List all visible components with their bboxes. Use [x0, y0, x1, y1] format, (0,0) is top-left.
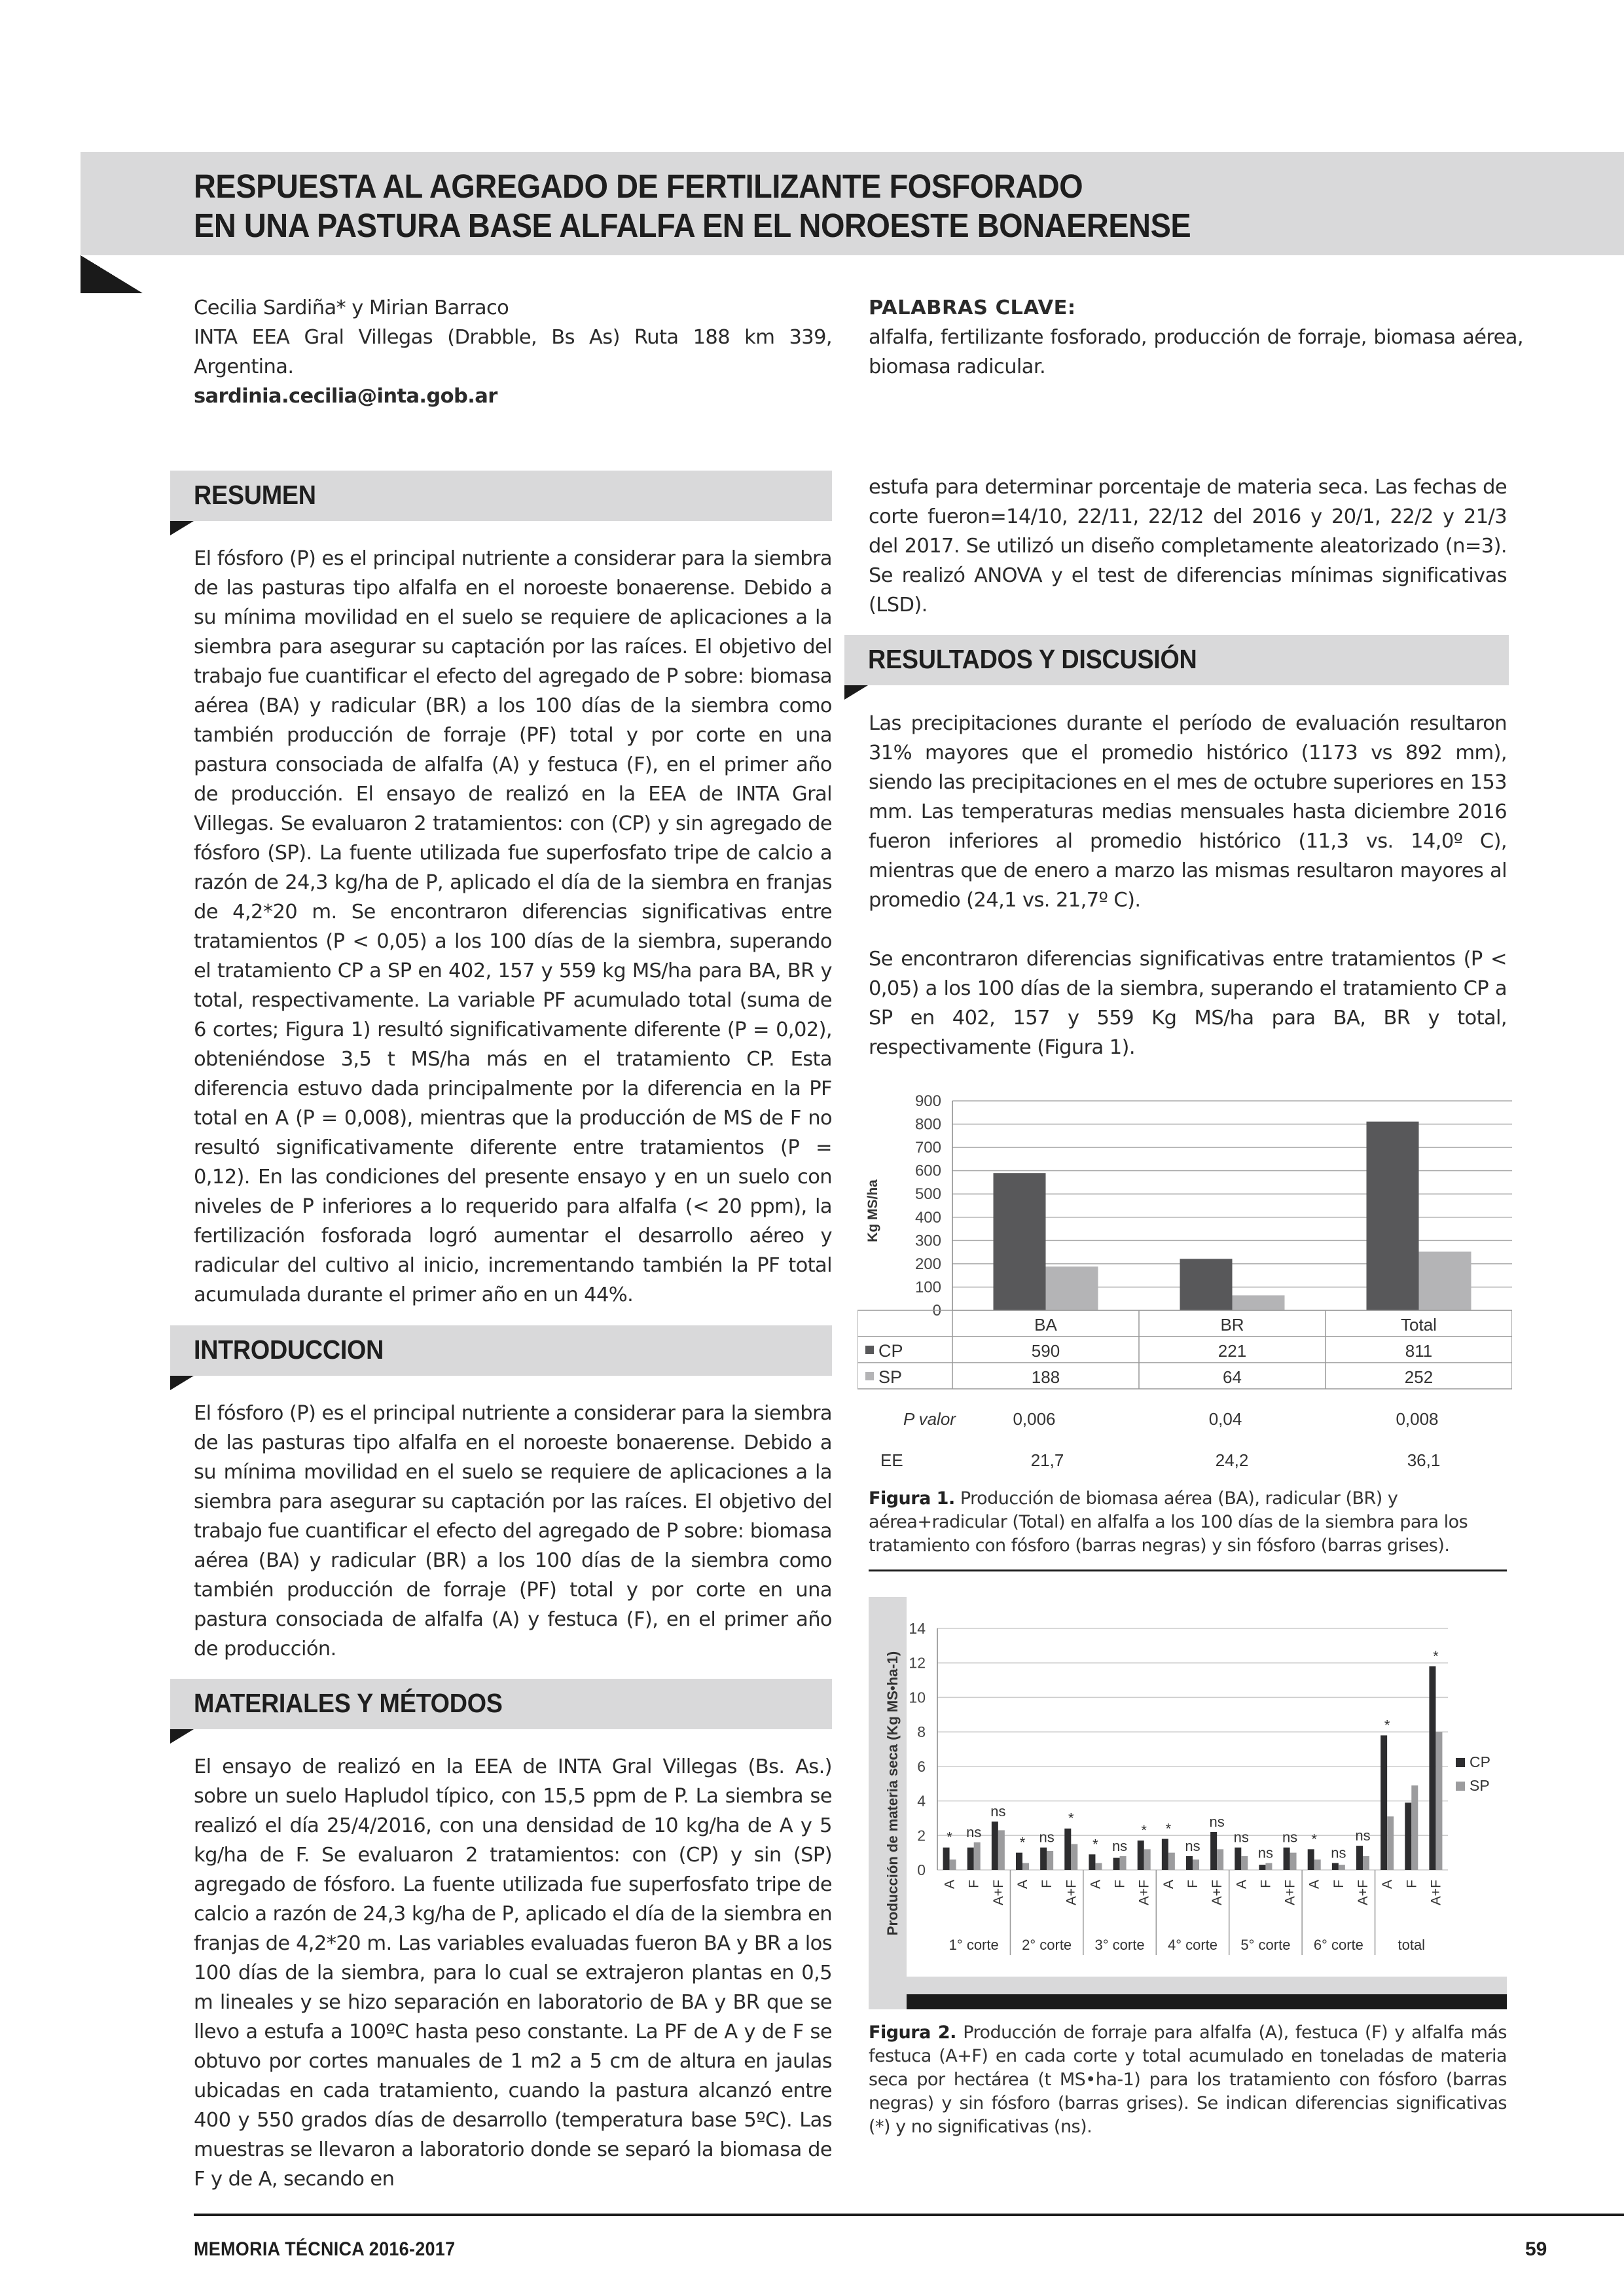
significance-label: ns [1111, 1837, 1128, 1854]
pvalue-label: P valor [903, 1409, 956, 1429]
caption-text: Producción de biomasa aérea (BA), radicular (BR) y aérea+radicular (Total) en alfalfa a los 100 días de la siembra para los tratamiento con fósforo (barras negras) y sin fósforo (barras grises). [869, 1488, 1468, 1556]
pvalue-ba: 0,006 [1013, 1409, 1056, 1429]
section-header-resumen [170, 471, 832, 521]
section-title: MATERIALES Y MÉTODOS [194, 1688, 503, 1718]
data-value-cp: 811 [1405, 1341, 1433, 1361]
bar-cp [1429, 1666, 1435, 1870]
figure-2-ylabel: Producción de materia seca (Kg MS•ha-1) [884, 1651, 901, 1936]
subcategory-label: A [1234, 1880, 1250, 1890]
header-notch [170, 521, 194, 535]
significance-label: ns [1282, 1829, 1298, 1846]
bar-sp [1120, 1856, 1127, 1870]
footer-title: MEMORIA TÉCNICA 2016-2017 [194, 2238, 456, 2260]
significance-label: * [1019, 1834, 1026, 1851]
section-header-resultados [844, 635, 1509, 685]
group-label: 3° corte [1094, 1937, 1145, 1953]
bar-cp [1040, 1848, 1047, 1870]
significance-label: ns [1233, 1829, 1249, 1846]
bar-sp [1435, 1732, 1442, 1870]
materiales-continuation: estufa para determinar porcentaje de materia seca. Las fechas de corte fueron=14/10, 22/11, 22/12 del 2016 y 20/1, 22/2 y 21/3 del 2017. Se utilizó un diseño completamente aleatorizado (n=3). Se realizó ANOVA y el test de diferencias mínimas significativas (LSD). [869, 476, 1507, 617]
y-tick-label: 600 [914, 1162, 941, 1180]
bar-sp [1168, 1853, 1175, 1870]
data-value-sp: 188 [1031, 1367, 1060, 1387]
significance-label: ns [966, 1823, 982, 1840]
authors-block [194, 293, 832, 411]
significance-label: * [1165, 1820, 1172, 1837]
bar-sp [1217, 1849, 1223, 1870]
category-label: BA [1034, 1315, 1057, 1335]
significance-label: * [1311, 1831, 1317, 1848]
pvalue-br: 0,04 [1208, 1409, 1242, 1429]
section-header-introduccion [170, 1325, 832, 1376]
subcategory-label: A [1161, 1880, 1176, 1890]
y-tick-label: 6 [917, 1757, 926, 1775]
legend-swatch-sp [865, 1372, 874, 1380]
figure-1-caption [869, 1487, 1507, 1558]
bar-sp [1144, 1849, 1151, 1870]
bar-cp [967, 1848, 974, 1870]
ee-ba: 21,7 [1030, 1450, 1064, 1470]
data-value-sp: 64 [1223, 1367, 1242, 1387]
page-number: 59 [1525, 2238, 1547, 2260]
subcategory-label: A [942, 1880, 958, 1890]
significance-label: * [1068, 1810, 1074, 1827]
caption-text: Producción de forraje para alfalfa (A), festuca (F) y alfalfa más festuca (A+F) en cada corte y total acumulado en toneladas de materia seca por hectárea (t MS•ha-1) para los tratamiento con fósforo (barras negras) y sin fósforo (barras grises). Se indican diferencias significativas (*) y no significativas (ns). [869, 2022, 1507, 2137]
data-value-sp: 252 [1404, 1367, 1434, 1387]
bar-cp [992, 1821, 998, 1870]
significance-label: * [1092, 1836, 1098, 1853]
ee-label: EE [880, 1450, 903, 1470]
significance-label: * [1384, 1717, 1390, 1734]
legend-label-cp: CP [1470, 1753, 1490, 1770]
y-tick-label: 14 [909, 1620, 926, 1637]
subcategory-label: A [1307, 1880, 1322, 1890]
bar-cp [1380, 1735, 1387, 1870]
group-label: 1° corte [948, 1937, 999, 1953]
bar-cp [1089, 1854, 1095, 1870]
legend-swatch-cp [1456, 1758, 1465, 1767]
figure-2-chart [869, 1597, 1507, 1996]
y-tick-label: 12 [909, 1654, 926, 1672]
subcategory-label: A+F [1064, 1880, 1079, 1906]
header-notch [170, 1376, 194, 1390]
significance-label: ns [1257, 1844, 1274, 1861]
section-title: RESUMEN [194, 480, 316, 510]
significance-label: ns [1185, 1837, 1200, 1854]
significance-label: ns [990, 1803, 1006, 1820]
bar-cp [1308, 1849, 1314, 1870]
bar-sp [1022, 1863, 1029, 1870]
legend-label-sp: SP [878, 1367, 903, 1387]
significance-label: ns [1209, 1814, 1225, 1831]
pvalue-total: 0,008 [1396, 1409, 1439, 1429]
subcategory-label: F [1258, 1880, 1274, 1888]
y-tick-label: 800 [914, 1115, 941, 1134]
bar-cp [1405, 1803, 1411, 1870]
subcategory-label: A+F [1282, 1880, 1298, 1906]
bar-sp-br [1233, 1295, 1285, 1310]
bar-cp [1064, 1829, 1071, 1870]
bar-cp-ba [994, 1173, 1046, 1310]
y-tick-label: 400 [914, 1208, 941, 1227]
header-notch [170, 1729, 194, 1744]
bar-cp [1332, 1863, 1339, 1870]
bar-cp [1162, 1839, 1168, 1870]
title-notch [81, 255, 143, 293]
title-line-1: RESPUESTA AL AGREGADO DE FERTILIZANTE FOSFORADO [194, 168, 1083, 205]
significance-label: ns [1355, 1827, 1371, 1844]
group-label: 5° corte [1240, 1937, 1291, 1953]
group-label: 6° corte [1313, 1937, 1363, 1953]
section-header-materiales [170, 1679, 832, 1729]
introduccion-text: El fósforo (P) es el principal nutriente a considerar para la siembra de las pasturas tipo alfalfa en el noroeste bonaerense. Debido a su mínima movilidad en el suelo se requiere de aplicaciones a la siembra para asegurar su captación por las raíces. El objetivo del trabajo fue cuantificar el efecto del agregado de P sobre: biomasa aérea (BA) y radicular (BR) a los 100 días de la siembra como también producción de forraje (PF) total y por corte en una pastura consociada de alfalfa (A) y festuca (F), en el primer año de producción. [194, 1402, 832, 1660]
bar-sp [1241, 1856, 1248, 1870]
figure-1-divider [869, 1570, 1507, 1571]
y-tick-label: 0 [917, 1861, 926, 1878]
bar-cp [1138, 1840, 1144, 1870]
bar-sp [1363, 1856, 1369, 1870]
subcategory-label: A+F [1210, 1880, 1225, 1906]
y-tick-label: 100 [914, 1278, 941, 1297]
caption-label: Figura 1. [869, 1488, 955, 1509]
bar-cp [1016, 1853, 1022, 1870]
subcategory-label: A+F [1136, 1880, 1152, 1906]
bar-sp [1071, 1844, 1077, 1870]
author-email[interactable]: sardinia.cecilia@inta.gob.ar [194, 385, 497, 408]
significance-label: * [1141, 1822, 1147, 1839]
ee-br: 24,2 [1215, 1450, 1249, 1470]
significance-label: ns [1039, 1829, 1055, 1846]
section-title: INTRODUCCION [194, 1335, 384, 1365]
y-tick-label: 10 [909, 1689, 926, 1706]
bar-sp [998, 1830, 1005, 1870]
materiales-text: El ensayo de realizó en la EEA de INTA Gral Villegas (Bs. As.) sobre un suelo Hapludol típico, con 15,5 ppm de P. La siembra se realizó el día 25/4/2016, con una densidad de 10 kg/ha de A y 5 kg/ha de F. Se evaluaron 2 tratamientos: con (CP) y sin (SP) agregado de fósforo. La fuente utilizada fue superfosfato tripe de calcio a razón de 24,3 kg/ha de P, aplicado el día de la siembra en franjas de 4,2*20 m. Las variables evaluadas fueron BA y BR a los 100 días de la siembra, para lo cual se extrajeron plantas en 0,5 m lineales y se hizo separación en laboratorio de BA y BR que se llevo a estufa a 100ºC hasta peso constante. La PF de A y de F se obtuvo por cortes manuales de 1 m2 a 5 cm de altura en jaulas ubicadas en cada tratamiento, cuando la pastura alcanzó entre 400 y 550 grados días de desarrollo (temperatura base 5ºC). Las muestras se llevaron a laboratorio donde se separó la biomasa de F y de A, secando en [194, 1755, 832, 2191]
bar-sp [1387, 1816, 1394, 1870]
legend-label-cp: CP [878, 1341, 903, 1361]
y-tick-label: 500 [914, 1185, 941, 1204]
header-notch [844, 685, 868, 700]
subcategory-label: F [1331, 1880, 1346, 1888]
resultados-p1: Las precipitaciones durante el período de evaluación resultaron 31% mayores que el promedio histórico (1173 vs 892 mm), siendo las precipitaciones en el mes de octubre superiores en 153 mm. Las temperaturas medias mensuales hasta diciembre 2016 fueron inferiores al promedio histórico (11,3 vs. 14,0º C), mientras que de enero a marzo las mismas resultaron mayores al promedio (24,1 vs. 21,7º C). [869, 712, 1507, 912]
bar-sp [1314, 1859, 1321, 1870]
legend-label-sp: SP [1470, 1777, 1490, 1794]
figure-2-caption [869, 2021, 1507, 2139]
legend-swatch-sp [1456, 1782, 1465, 1791]
figure-2-bottom-strip [907, 1994, 1507, 2009]
bar-cp [1235, 1848, 1241, 1870]
significance-label: * [1433, 1647, 1439, 1664]
bar-sp [1265, 1863, 1272, 1870]
bar-sp [1047, 1851, 1053, 1870]
bar-cp [1186, 1856, 1193, 1870]
group-label: 2° corte [1022, 1937, 1072, 1953]
subcategory-label: F [1185, 1880, 1200, 1888]
y-tick-label: 8 [917, 1723, 926, 1741]
subcategory-label: A [1015, 1880, 1030, 1890]
group-label: total [1398, 1937, 1426, 1953]
section-title: RESULTADOS Y DISCUSIÓN [868, 644, 1197, 674]
title-line-2: EN UNA PASTURA BASE ALFALFA EN EL NOROESTE BONAERENSE [194, 207, 1191, 244]
y-tick-label: 300 [914, 1232, 941, 1250]
bar-sp [1339, 1865, 1345, 1870]
bar-cp [1259, 1865, 1265, 1870]
y-tick-label: 900 [914, 1092, 941, 1110]
bar-sp [1290, 1853, 1297, 1870]
bar-sp-ba [1046, 1266, 1098, 1310]
caption-label: Figura 2. [869, 2022, 956, 2043]
significance-label: * [947, 1829, 952, 1846]
legend-swatch-cp [865, 1346, 874, 1354]
page-title [194, 167, 1338, 245]
category-label: Total [1401, 1315, 1437, 1335]
author-affiliation: INTA EEA Gral Villegas (Drabble, Bs As) Ruta 188 km 339, Argentina. [194, 326, 832, 378]
bar-cp [1284, 1848, 1290, 1870]
data-value-cp: 590 [1031, 1341, 1060, 1361]
bar-cp [1113, 1858, 1120, 1870]
y-tick-label: 4 [917, 1792, 926, 1810]
subcategory-label: A+F [1428, 1880, 1444, 1906]
ee-total: 36,1 [1407, 1450, 1441, 1470]
y-tick-label: 700 [914, 1139, 941, 1157]
figure-1-chart [857, 1086, 1512, 1479]
footer-rule [194, 2214, 1624, 2216]
bar-sp [950, 1859, 956, 1870]
subcategory-label: F [1404, 1880, 1420, 1888]
subcategory-label: A+F [1356, 1880, 1371, 1906]
bar-sp [974, 1842, 981, 1870]
bar-sp [1193, 1859, 1199, 1870]
bar-cp-total [1367, 1122, 1419, 1310]
category-label: BR [1220, 1315, 1244, 1335]
keywords-block [869, 293, 1523, 382]
group-label: 4° corte [1167, 1937, 1218, 1953]
bar-sp [1095, 1863, 1102, 1870]
bar-cp [1356, 1846, 1363, 1870]
y-tick-label: 2 [917, 1827, 926, 1844]
keywords-text: alfalfa, fertilizante fosforado, producción de forraje, biomasa aérea, biomasa radicular. [869, 326, 1523, 378]
subcategory-label: A [1380, 1880, 1396, 1890]
resultados-p2: Se encontraron diferencias significativas entre tratamientos (P < 0,05) a los 100 días de la siembra, superando el tratamiento CP a SP en 402, 157 y 559 Kg MS/ha para BA, BR y total, respectivamente (Figura 1). [869, 948, 1507, 1059]
y-tick-label: 0 [932, 1302, 941, 1319]
bar-cp [943, 1848, 950, 1870]
subcategory-label: F [1112, 1880, 1128, 1888]
bar-cp [1210, 1832, 1217, 1870]
author-names: Cecilia Sardiña* y Mirian Barraco [194, 296, 509, 319]
resumen-text: El fósforo (P) es el principal nutriente a considerar para la siembra de las pasturas tipo alfalfa en el noroeste bonaerense. Debido a su mínima movilidad en el suelo se requiere de aplicaciones a la siembra para asegurar su captación por las raíces. El objetivo del trabajo fue cuantificar el efecto del agregado de P sobre: biomasa aérea (BA) y radicular (BR) a los 100 días de la siembra como también producción de forraje (PF) total y por corte en una pastura consociada de alfalfa (A) y festuca (F), en el primer año de producción. El ensayo de realizó en la EEA de INTA Gral Villegas. Se evaluaron 2 tratamientos: con (CP) y sin agregado de fósforo (SP). La fuente utilizada fue superfosfato tripe de calcio a razón de 24,3 kg/ha de P, aplicado el día de la siembra en franjas de 4,2*20 m. Se encontraron diferencias significativas entre tratamientos (P < 0,05) a los 100 días de la siembra, superando el tratamiento CP a SP en 402, 157 y 559 kg MS/ha para BA, BR y total, respectivamente. La variable PF acumulado total (suma de 6 cortes; Figura 1) resultó significativamente diferente (P = 0,02), obteniéndose 3,5 t MS/ha más en el tratamiento CP. Esta diferencia estuvo dada principalmente por la diferencia en la PF total en A (P = 0,008), mientras que la producción de MS de F no resultó significativamente diferente entre tratamientos (P = 0,12). En las condiciones del presente ensayo y en un suelo con niveles de P inferiores a lo requerido para alfalfa (< 20 ppm), la fertilización fosforada logró aumentar el desarrollo aéreo y radicular del cultivo al inicio, incrementando también la PF total acumulada durante el primer año en un 44%. [194, 547, 832, 1306]
bar-cp-br [1180, 1259, 1233, 1310]
y-tick-label: 200 [914, 1255, 941, 1273]
significance-label: ns [1331, 1844, 1346, 1861]
subcategory-label: F [1039, 1880, 1055, 1888]
bar-sp-total [1419, 1251, 1471, 1310]
data-value-cp: 221 [1218, 1341, 1247, 1361]
subcategory-label: A+F [990, 1880, 1006, 1906]
subcategory-label: A [1088, 1880, 1104, 1890]
subcategory-label: F [966, 1880, 982, 1888]
keywords-heading: PALABRAS CLAVE: [869, 296, 1076, 319]
figure-1-ylabel: Kg MS/ha [865, 1179, 880, 1242]
bar-sp [1411, 1785, 1418, 1870]
